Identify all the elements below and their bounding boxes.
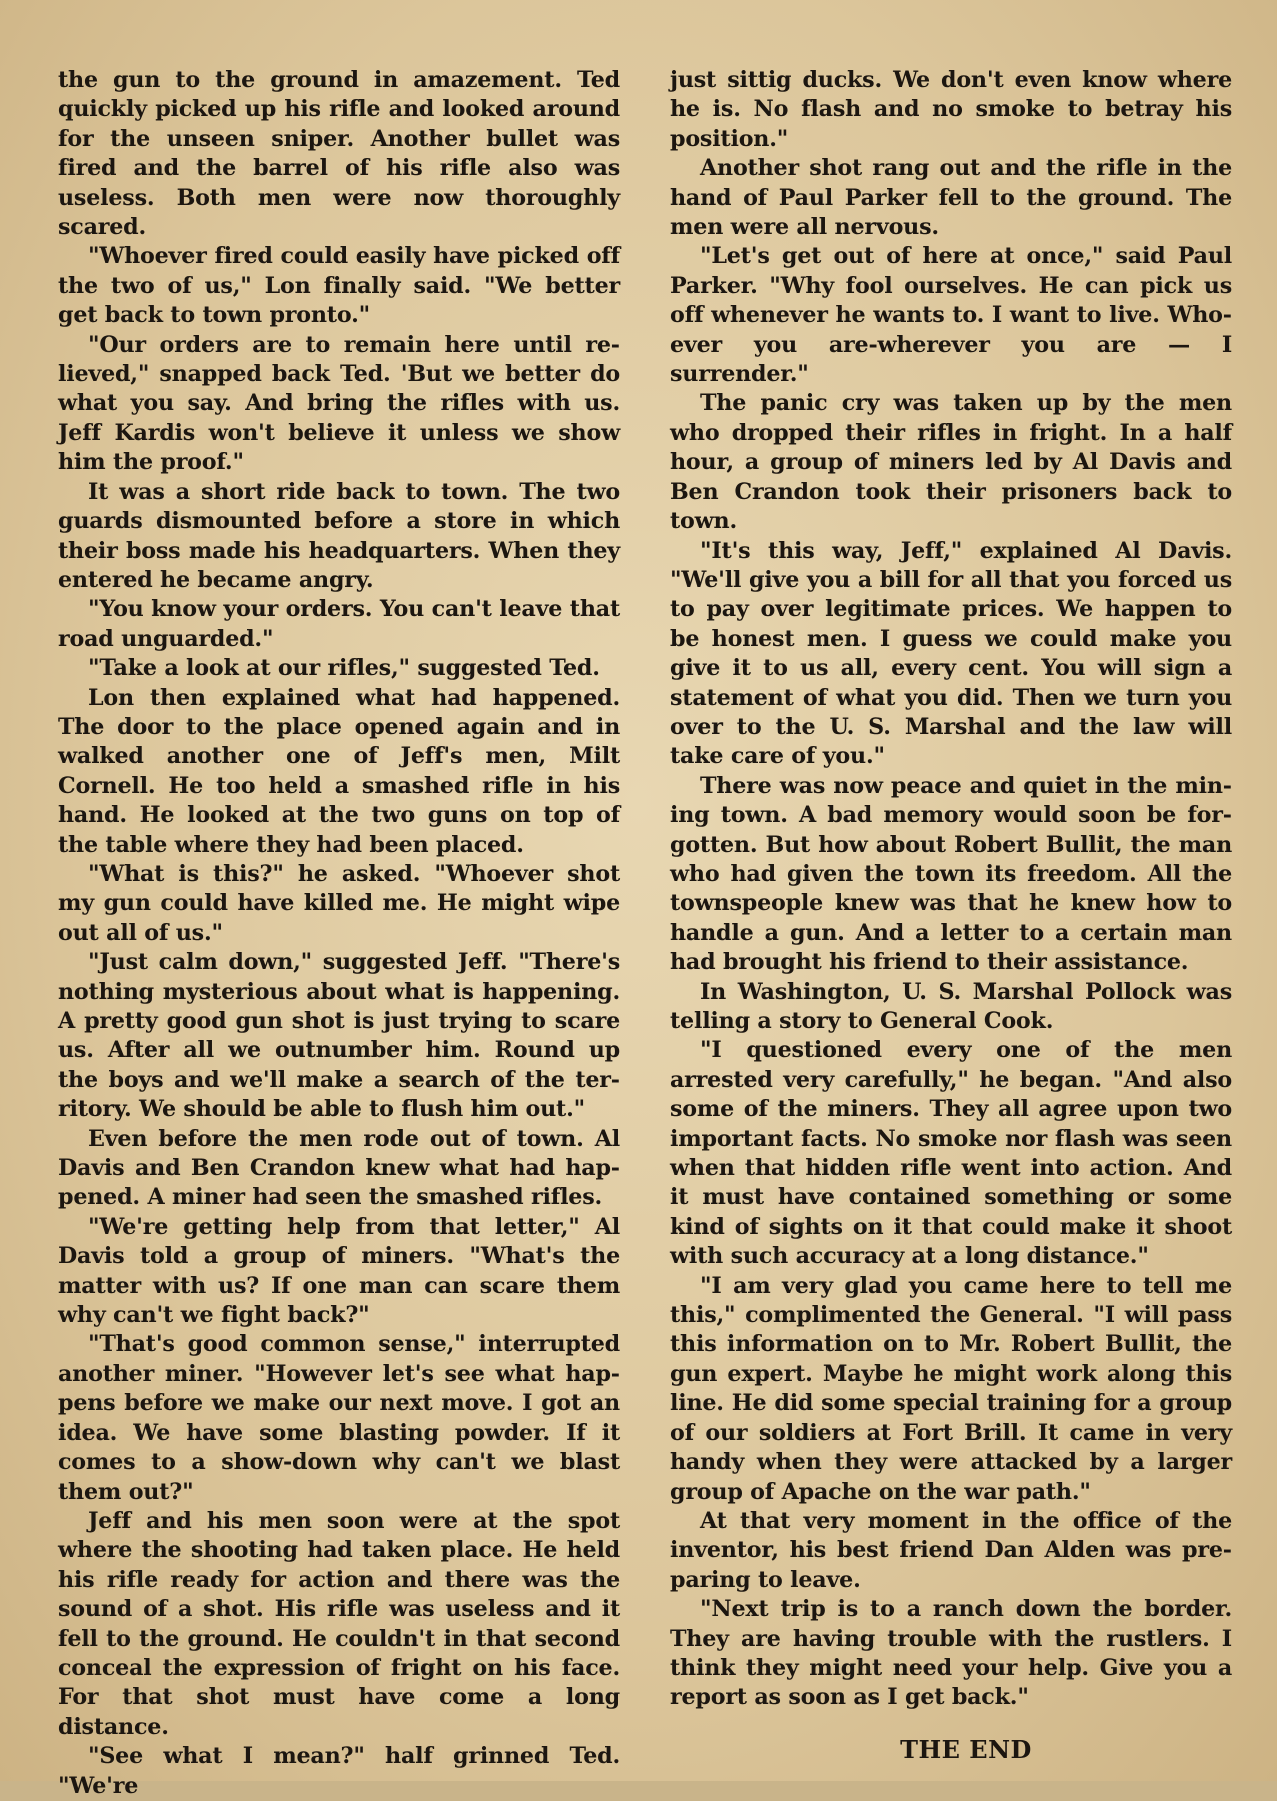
paragraph: "It's this way, Jeff," explained Al Davis. "We'll give you a bill for all that you forced us to pay over legitimate prices. We happen to be honest men. I guess we could make you give it to us all, every cent. You will sign a statement of what you did. Then we turn you over to the U. S. Marshal and the law will take care of you." [670, 537, 1232, 770]
left-text-column [58, 66, 620, 1801]
the-end-heading: THE END [900, 1734, 1032, 1764]
paragraph: "See what I mean?" half grinned Ted. "We're [58, 1743, 620, 1799]
paragraph: Jeff and his men soon were at the spot where the shooting had taken place. He held his rifle ready for action and there was the sound of a shot. His rifle was useless and it fell to the ground. He couldn't in that second conceal the expression of fright on his face. For that shot must have come a long distance. [58, 1507, 620, 1740]
paragraph: Lon then explained what had happened. The door to the place opened again and in walked another one of Jeff's men, Milt Cornell. He too held a smashed rifle in his hand. He looked at the two guns on top of the table where they had been placed. [58, 684, 620, 858]
paragraph: "Our orders are to remain here until relieved," snapped back Ted. 'But we better do what you say. And bring the rifles with us. Jeff Kardis won't believe it unless we show him the proof." [58, 331, 620, 476]
paragraph: "That's good common sense," interrupted another miner. "However let's see what happens before we make our next move. I got an idea. We have some blasting powder. If it comes to a show-down why can't we blast them out?" [58, 1331, 620, 1505]
paragraph: "Whoever fired could easily have picked off the two of us," Lon finally said. "We better get back to town pronto." [58, 243, 620, 329]
paragraph: Another shot rang out and the rifle in the hand of Paul Parker fell to the ground. The men were all nervous. [670, 155, 1232, 241]
paragraph: "What is this?" he asked. "Whoever shot my gun could have killed me. He might wipe out all of us." [58, 860, 620, 946]
paragraph: The panic cry was taken up by the men who dropped their rifles in fright. In a half hour, a group of miners led by Al Davis and Ben Crandon took their prisoners back to town. [670, 390, 1232, 535]
paragraph: At that very moment in the office of the inventor, his best friend Dan Alden was preparing to leave. [670, 1507, 1232, 1593]
paragraph: "Just calm down," suggested Jeff. "There's nothing mysterious about what is happening. A pretty good gun shot is just trying to scare us. After all we outnumber him. Round up the boys and we'll make a search of the territory. We should be able to flush him out." [58, 949, 620, 1123]
paragraph: "We're getting help from that letter," Al Davis told a group of miners. "What's the matter with us? If one man can scare them why can't we fight back?" [58, 1213, 620, 1329]
paragraph: "Next trip is to a ranch down the border. They are having trouble with the rustlers. I think they might need your help. Give you a report as soon as I get back." [670, 1596, 1232, 1711]
paragraph: Even before the men rode out of town. Al Davis and Ben Crandon knew what had happened. A miner had seen the smashed rifles. [58, 1125, 620, 1211]
paragraph: the gun to the ground in amazement. Ted quickly picked up his rifle and looked around for the unseen sniper. Another bullet was fired and the barrel of his rifle also was useless. Both men were now thoroughly scared. [58, 67, 620, 241]
paragraph: There was now peace and quiet in the mining town. A bad memory would soon be forgotten. But how about Robert Bullit, the man who had given the town its freedom. All the townspeople knew was that he knew how to handle a gun. And a letter to a certain man had brought his friend to their assistance. [670, 772, 1232, 976]
paragraph: "I questioned every one of the men arrested very carefully," he began. "And also some of the miners. They all agree upon two important facts. No smoke nor flash was seen when that hidden rifle went into action. And it must have contained something or some kind of sights on it that could make it shoot with such accuracy at a long distance." [670, 1037, 1232, 1270]
paragraph: In Washington, U. S. Marshal Pollock was telling a story to General Cook. [670, 978, 1232, 1034]
right-text-column [670, 66, 1232, 1764]
paragraph: "I am very glad you came here to tell me this," complimented the General. "I will pass this information on to Mr. Robert Bullit, the gun expert. Maybe he might work along this line. He did some special training for a group of our soldiers at Fort Brill. It came in very handy when they were attacked by a larger group of Apache on the war path." [670, 1272, 1232, 1505]
paragraph: It was a short ride back to town. The two guards dismounted before a store in which their boss made his headquarters. When they entered he became angry. [58, 478, 620, 593]
paragraph: "Take a look at our rifles," suggested Ted. [88, 655, 600, 682]
paragraph: "You know your orders. You can't leave that road unguarded." [58, 596, 620, 652]
paragraph: just sittig ducks. We don't even know where he is. No flash and no smoke to betray his position." [670, 67, 1232, 152]
paragraph: "Let's get out of here at once," said Paul Parker. "Why fool ourselves. He can pick us off whenever he wants to. I want to live. Whoever you are-wherever you are — I surrender." [670, 243, 1232, 388]
